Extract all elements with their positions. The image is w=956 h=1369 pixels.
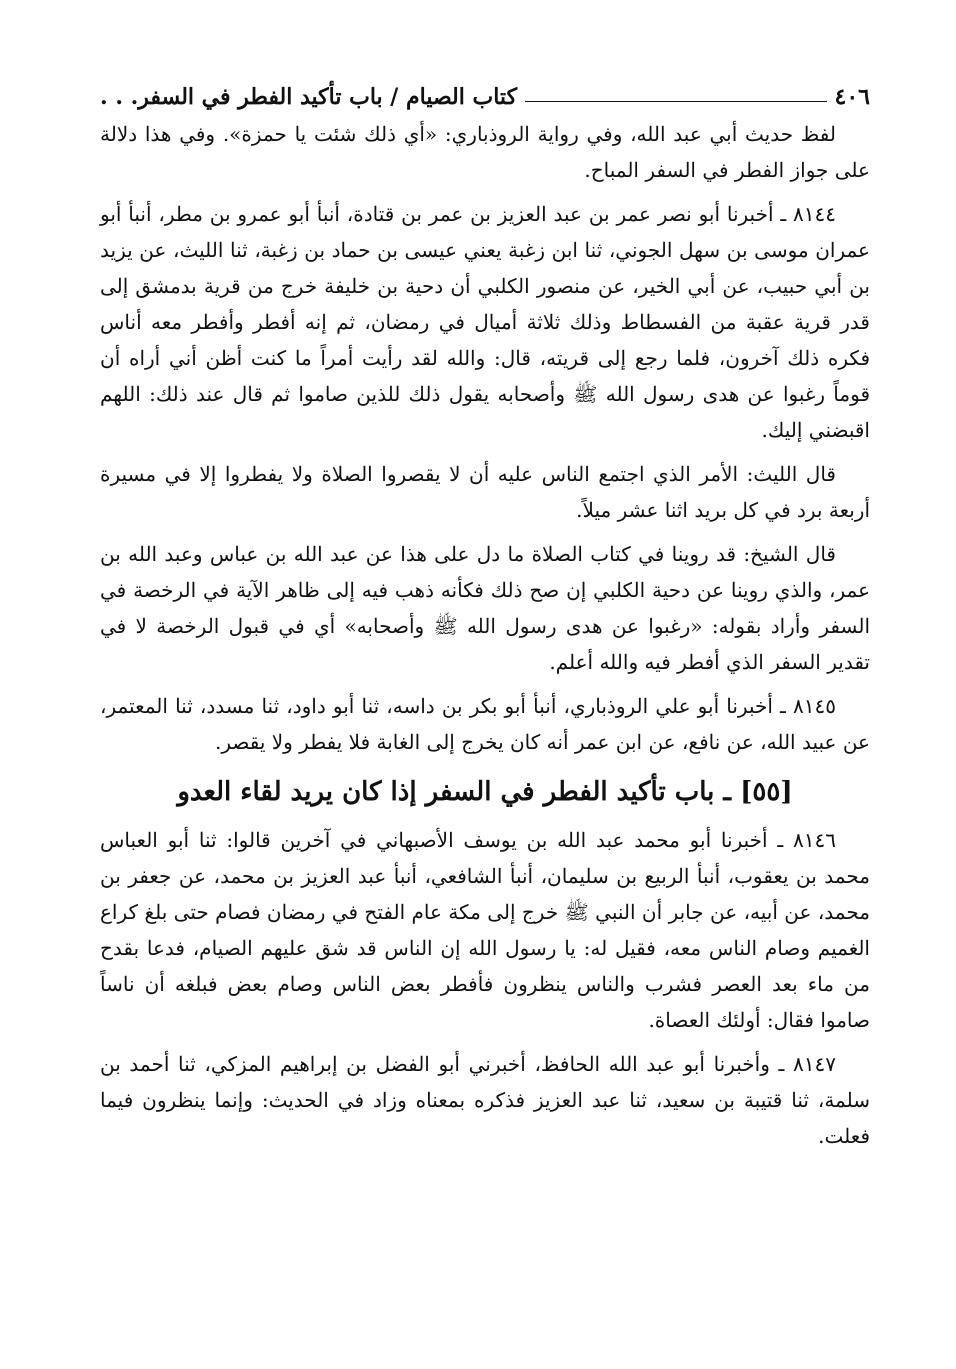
running-title: كتاب الصيام / باب تأكيد الفطر في السفر. . . [100,84,518,110]
header-rule [525,101,827,102]
chapter-heading: [٥٥] ـ باب تأكيد الفطر في السفر إذا كان يريد لقاء العدو [177,777,793,807]
document-page [100,70,870,1162]
page-header [100,70,870,110]
hadith-8144: ٨١٤٤ ـ أخبرنا أبو نصر عمر بن عبد العزيز بن عمر بن قتادة، أنبأ أبو عمرو بن مطر، أنبأ أبو عمران موسى بن سهل الجوني، ثنا ابن زغبة يعني عيسى بن حماد بن زغبة، ثنا الليث، عن يزيد بن أبي حبيب، عن أبي الخير، عن منصور الكلبي أن دحية بن خليفة خرج من قرية بدمشق إلى قدر قرية عقبة من الفسطاط وذلك ثلاثة أميال في رمضان، ثم إنه أفطر وأفطر معه أناس فكره ذلك آخرون، فلما رجع إلى قريته، قال: والله لقد رأيت أمراً ما كنت أظن أني أراه أن قوماً رغبوا عن هدى رسول الله ﷺ وأصحابه يقول ذلك للذين صاموا ثم قال عند ذلك: اللهم اقبضني إليك. [100,202,870,442]
hadith-8147: ٨١٤٧ ـ وأخبرنا أبو عبد الله الحافظ، أخبرني أبو الفضل بن إبراهيم المزكي، ثنا أحمد بن سلمة، ثنا قتيبة بن سعيد، ثنا عبد العزيز فذكره بمعناه وزاد في الحديث: وإنما ينظرون فيما فعلت. [100,1052,870,1148]
hadith-8145: ٨١٤٥ ـ أخبرنا أبو علي الروذباري، أنبأ أبو بكر بن داسه، ثنا أبو داود، ثنا مسدد، ثنا المعتمر، عن عبيد الله، عن نافع، عن ابن عمر أنه كان يخرج إلى الغابة فلا يفطر ولا يقصر. [100,694,870,754]
paragraph-shaykh-statement: قال الشيخ: قد روينا في كتاب الصلاة ما دل على هذا عن عبد الله بن عباس وعبد الله بن عمر، والذي روينا عن دحية الكلبي إن صح ذلك فكأنه ذهب فيه إلى ظاهر الآية في الرخصة في السفر وأراد بقوله: «رغبوا عن هدى رسول الله ﷺ وأصحابه» أي في قبول الرخصة لا في تقدير السفر الذي أفطر فيه والله أعلم. [100,542,870,674]
paragraph-continuation: لفظ حديث أبي عبد الله، وفي رواية الروذباري: «أي ذلك شئت يا حمزة». وفي هذا دلالة على جواز الفطر في السفر المباح. [100,122,870,182]
hadith-8146: ٨١٤٦ ـ أخبرنا أبو محمد عبد الله بن يوسف الأصبهاني في آخرين قالوا: ثنا أبو العباس محمد بن يعقوب، أنبأ الربيع بن سليمان، أنبأ الشافعي، أنبأ عبد العزيز بن محمد، عن جعفر بن محمد، عن أبيه، عن جابر أن النبي ﷺ خرج إلى مكة عام الفتح في رمضان فصام حتى بلغ كراع الغميم وصام الناس معه، فقيل له: يا رسول الله إن الناس قد شق عليهم الصيام، فدعا بقدح من ماء بعد العصر فشرب والناس ينظرون فأفطر بعض الناس وصام بعض فبلغه أن ناساً صاموا فقال: أولئك العصاة. [100,828,870,1032]
paragraph-laith-statement: قال الليث: الأمر الذي اجتمع الناس عليه أن لا يقصروا الصلاة ولا يفطروا إلا في مسيرة أربعة برد في كل بريد اثنا عشر ميلاً. [100,462,870,522]
page-number: ٤٠٦ [834,84,870,110]
